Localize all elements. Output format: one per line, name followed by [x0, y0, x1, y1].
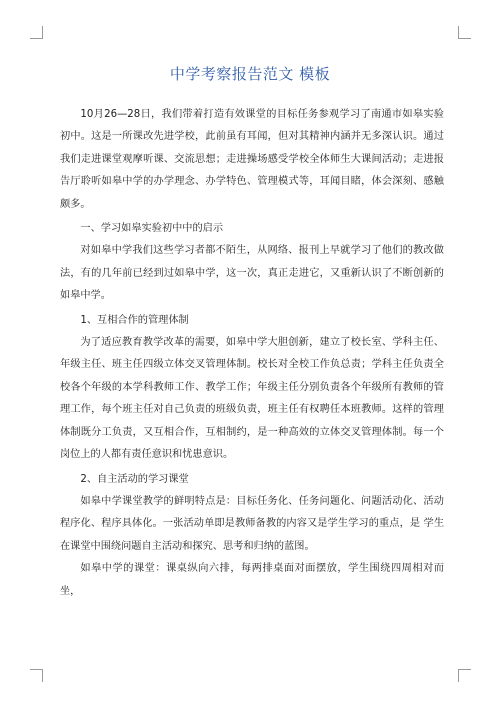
document-title: 中学考察报告范文 模板 [169, 65, 331, 83]
subsection-heading-1: 1、互相合作的管理体制 [80, 314, 189, 326]
subsection-heading-2: 2、自主活动的学习课堂 [80, 473, 189, 485]
paragraph: 为了适应教育教学改革的需要，如皋中学大胆创新，建立了校长室、学科主任、年级主任、班主任四级立体交叉管理体制。校长对全校工作负总责；学科主任负责全校各个年级的本学科教师工作、教学工作；年级主任分别负责各个年级所有教师的管理工作，每个班主任对自己负责的班级负责，班主任有权聘任本班教师。这样的管理体制既分工负责，又互相合作，互相制约，是一种高效的立体交叉管理体制。每一个岗位上的人都有责任意识和忧患意识。 [60, 337, 444, 461]
section-heading-1: 一、学习如皋实验初中中的启示 [80, 223, 224, 235]
crop-mark-bottom-right [458, 669, 471, 682]
crop-mark-bottom-left [30, 669, 43, 682]
paragraph: 如皋中学课堂教学的鲜明特点是：目标任务化、任务问题化、问题活动化、活动程序化、程序具体化。一张活动单即是教师备教的内容又是学生学习的重点，是 学生在课堂中围绕问题自主活动和探究、思考和归纳的蓝图。 [60, 495, 444, 552]
crop-mark-top-right [458, 26, 471, 39]
paragraph: 如皋中学的课堂：课桌纵向六排，每两排桌面对面摆放，学生围绕四周相对而坐， [60, 563, 444, 597]
paragraph: 对如皋中学我们这些学习者都不陌生，从网络、报刊上早就学习了他们的教改做法，有的几年前已经到过如皋中学，这一次，真正走进它，又重新认识了不断创新的如皋中学。 [60, 245, 444, 302]
crop-mark-top-left [30, 26, 43, 39]
paragraph-intro: 10月26—28日，我们带着打造有效课堂的目标任务参观学习了南通市如皋实验初中。这是一所课改先进学校，此前虽有耳闻，但对其精神内涵并无多深认识。通过我们走进课堂观摩听课、交流思想；走进操场感受学校全体师生大课间活动；走进报告厅聆听如皋中学的办学理念、办学特色、管理模式等，耳闻目睹，体会深刻、感触颇多。 [60, 109, 444, 210]
document-body [60, 104, 444, 603]
